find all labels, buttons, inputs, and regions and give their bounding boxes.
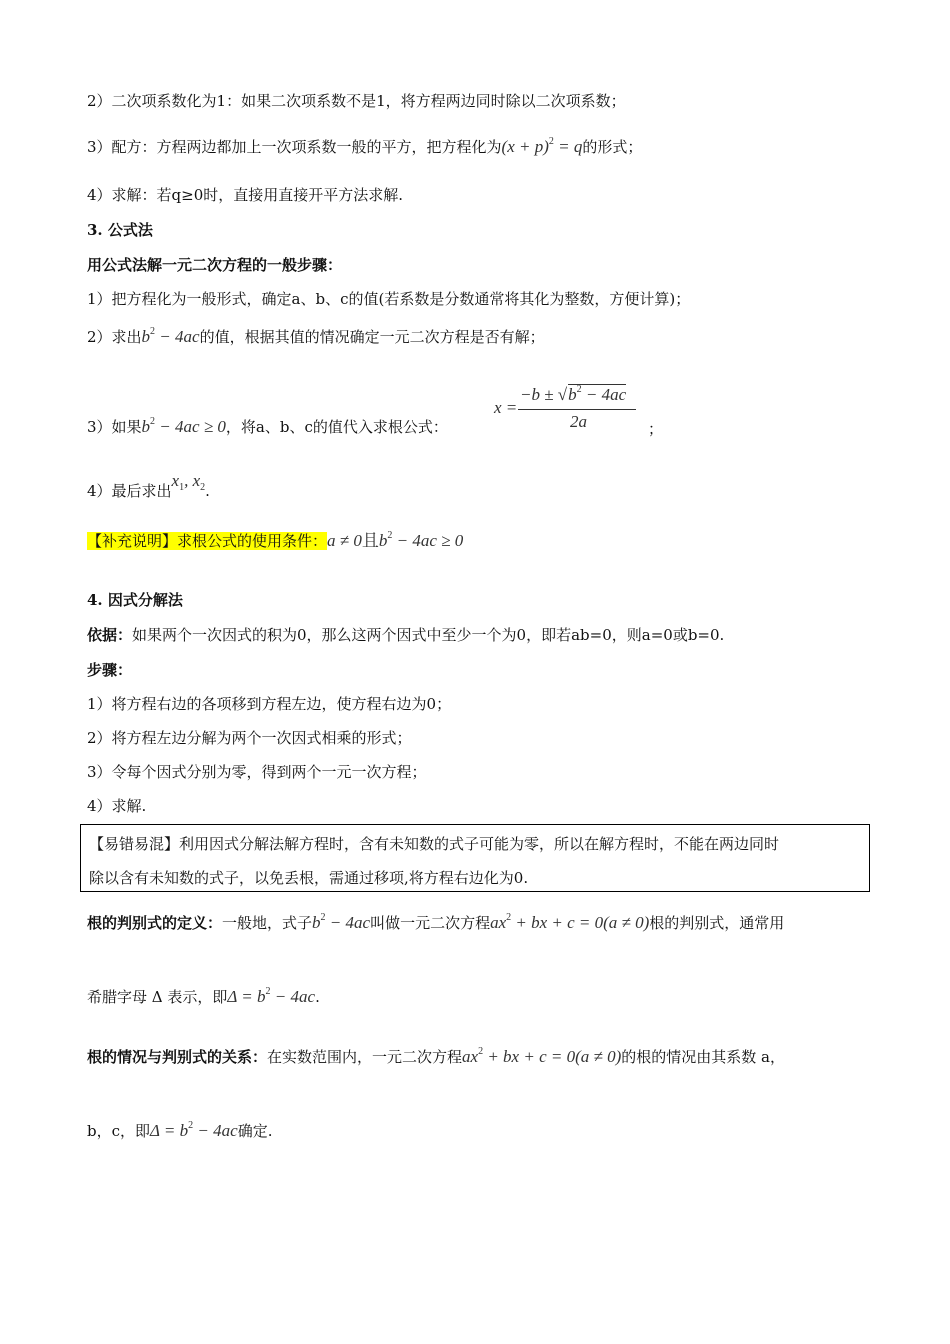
roots-relation-cont [87, 1120, 272, 1145]
common-mistake-line-2: 除以含有未知数的式子，以免丢根，需通过移项,将方程右边化为0. [89, 869, 529, 887]
formula-numerator: $-b \pm √b^2 - 4ac$ [520, 384, 627, 404]
basis-label: 依据： [87, 626, 133, 644]
formula-lhs: x = [494, 398, 518, 417]
basis-text: 如果两个一次因式的积为0，那么这两个因式中至少一个为0，即若ab=0，则a=0或b=0. [132, 626, 725, 644]
factor-step-4: 4）求解. [87, 797, 147, 815]
definition-text-a: 一般地，式子 [222, 914, 313, 932]
relation-text-c: b，c，即 [87, 1122, 151, 1140]
definition-disc: $b^2 - 4ac$ [312, 912, 371, 932]
relation-text-a: 在实数范围内，一元二次方程 [267, 1048, 463, 1066]
delta-notation [87, 986, 320, 1011]
factor-step-1: 1）将方程右边的各项移到方程左边，使方程右边为0； [87, 695, 452, 713]
step-3-text: 3）配方：方程两边都加上一次项系数一般的平方，把方程化为 [87, 138, 502, 156]
common-mistake-box [80, 824, 870, 892]
definition-text-c: 根的判别式，通常用 [649, 914, 785, 932]
section-3-heading: 3. 公式法 [87, 221, 153, 239]
fraction-bar [518, 409, 636, 410]
formula-steps-title: 用公式法解一元二次方程的一般步骤： [87, 256, 343, 274]
discriminant-condition: $b^2 - 4ac \ge 0$ [141, 416, 226, 436]
roots-symbols: $x_1$, $x_2$ [171, 471, 206, 493]
formula-condition: a ≠ 0且$b^2 - 4ac \ge 0$ [327, 530, 464, 550]
definition-label: 根的判别式的定义： [87, 914, 223, 932]
steps-label: 步骤： [87, 661, 133, 679]
formula-step-3-end: ； [648, 420, 664, 438]
step-3-complete-square [87, 136, 642, 161]
formula-denominator: 2a [570, 412, 587, 431]
basis-line [87, 624, 724, 646]
section-4-heading: 4. 因式分解法 [87, 591, 183, 609]
discriminant-definition [87, 912, 784, 937]
step-4-solve: 4）求解：若q≥0时，直接用直接开平方法求解. [87, 186, 404, 204]
formula-step-3 [87, 416, 448, 441]
formula-step-2-tail: 的值，根据其值的情况确定一元二次方程是否有解； [199, 328, 545, 346]
formula-step-3-text: 3）如果 [87, 418, 142, 436]
factor-step-2: 2）将方程左边分解为两个一次因式相乘的形式； [87, 729, 412, 747]
supplementary-note [87, 530, 463, 555]
formula-step-4-text: 4）最后求出 [87, 482, 172, 500]
formula-step-2 [87, 326, 545, 351]
square-form-formula: $(x + p)^2 = q$ [501, 136, 583, 156]
delta-end: . [315, 988, 320, 1006]
definition-text-b: 叫做一元二次方程 [370, 914, 491, 932]
formula-step-2-text: 2）求出 [87, 328, 142, 346]
step-2-normalize: 2）二次项系数化为1：如果二次项系数不是1，将方程两边同时除以二次项系数； [87, 92, 626, 110]
relation-delta: $\Delta = b^2 - 4ac$ [150, 1120, 238, 1140]
discriminant-formula: $b^2 - 4ac$ [141, 326, 200, 346]
relation-label: 根的情况与判别式的关系： [87, 1048, 268, 1066]
quadratic-formula [494, 382, 654, 442]
delta-formula: $\Delta = b^2 - 4ac$ [227, 986, 316, 1006]
step-3-tail: 的形式； [582, 138, 643, 156]
factor-step-3: 3）令每个因式分别为零，得到两个一元一次方程； [87, 763, 427, 781]
formula-step-3-mid: ，将a、b、c的值代入求根公式： [225, 418, 448, 436]
relation-equation: $ax^2$ + bx + c = 0(a ≠ 0) [462, 1046, 622, 1066]
formula-step-4-end: . [205, 482, 210, 500]
formula-step-4 [87, 471, 210, 505]
definition-equation: $ax^2$ + bx + c = 0(a ≠ 0) [490, 912, 650, 932]
note-label: 【补充说明】求根公式的使用条件： [87, 532, 328, 550]
formula-step-1: 1）把方程化为一般形式，确定a、b、c的值(若系数是分数通常将其化为整数，方便计算)； [87, 290, 691, 308]
common-mistake-line-1: 【易错易混】利用因式分解法解方程时，含有未知数的式子可能为零，所以在解方程时，不能在两边同时 [89, 835, 780, 853]
relation-end: 确定. [237, 1122, 273, 1140]
delta-text: 希腊字母 Δ 表示，即 [87, 988, 228, 1006]
relation-text-b: 的根的情况由其系数 a， [621, 1048, 785, 1066]
roots-relation [87, 1046, 785, 1071]
